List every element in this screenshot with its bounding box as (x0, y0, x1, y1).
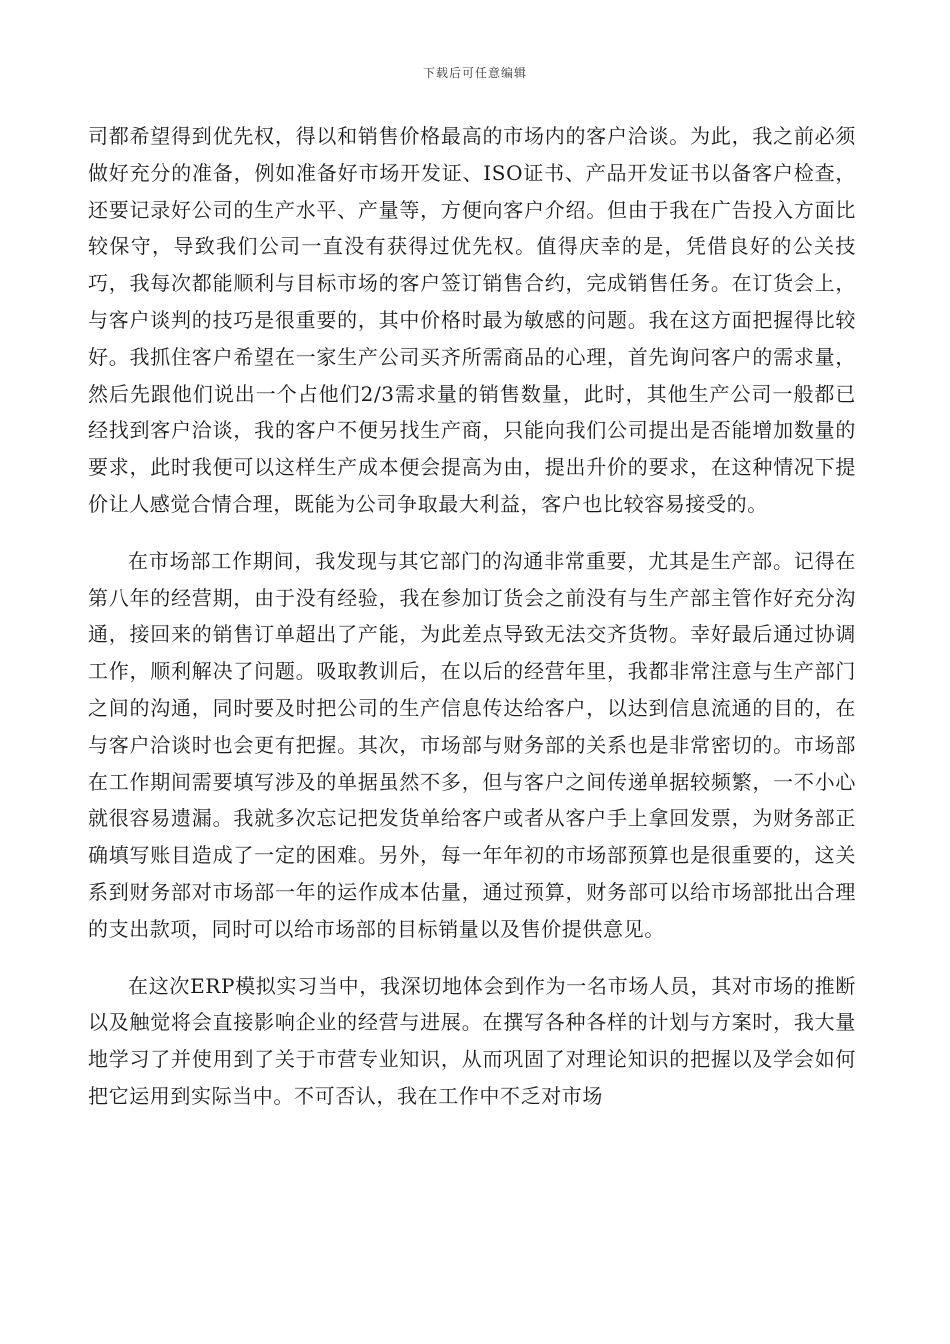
page-header: 下载后可任意编辑 (422, 66, 527, 80)
document-body (88, 118, 856, 1135)
paragraph-erp-experience: 在这次ERP模拟实习当中，我深切地体会到作为一名市场人员，其对市场的推断以及触觉将会直接影响企业的经营与进展。在撰写各种各样的计划与方案时，我大量地学习了并使用到了关于市营专业知识，从而巩固了对理论知识的把握以及学会如何把它运用到实际当中。不可否认，我在工作中不乏对市场 (88, 973, 856, 1108)
paragraph-continuation: 司都希望得到优先权，得以和销售价格最高的市场内的客户洽谈。为此，我之前必须做好充分的准备，例如准备好市场开发证、ISO证书、产品开发证书以备客户检查，还要记录好公司的生产水平、产量等，方便向客户介绍。但由于我在广告投入方面比较保守，导致我们公司一直没有获得过优先权。值得庆幸的是，凭借良好的公关技巧，我每次都能顺利与目标市场的客户签订销售合约，完成销售任务。在订货会上，与客户谈判的技巧是很重要的，其中价格时最为敏感的问题。我在这方面把握得比较好。我抓住客户希望在一家生产公司买齐所需商品的心理，首先询问客户的需求量，然后先跟他们说出一个占他们2/3需求量的销售数量，此时，其他生产公司一般都已经找到客户洽谈，我的客户不便另找生产商，只能向我们公司提出是否能增加数量的要求，此时我便可以这样生产成本便会提高为由，提出升价的要求，在这种情况下提价让人感觉合情合理，既能为公司争取最大利益，客户也比较容易接受的。 (88, 124, 856, 516)
paragraph-department-communication: 在市场部工作期间，我发现与其它部门的沟通非常重要，尤其是生产部。记得在第八年的经营期，由于没有经验，我在参加订货会之前没有与生产部主管作好充分沟通，接回来的销售订单超出了产能，为此差点导致无法交齐货物。幸好最后通过协调工作，顺利解决了问题。吸取教训后，在以后的经营年里，我都非常注意与生产部门之间的沟通，同时要及时把公司的生产信息传达给客户，以达到信息流通的目的，在与客户洽谈时也会更有把握。其次，市场部与财务部的关系也是非常密切的。市场部在工作期间需要填写涉及的单据虽然不多，但与客户之间传递单据较频繁，一不小心就很容易遗漏。我就多次忘记把发货单给客户或者从客户手上拿回发票，为财务部正确填写账目造成了一定的困难。另外，每一年年初的市场部预算也是很重要的，这关系到财务部对市场部一年的运作成本估量，通过预算，财务部可以给市场部批出合理的支出款项，同时可以给市场部的目标销量以及售价提供意见。 (88, 548, 856, 941)
